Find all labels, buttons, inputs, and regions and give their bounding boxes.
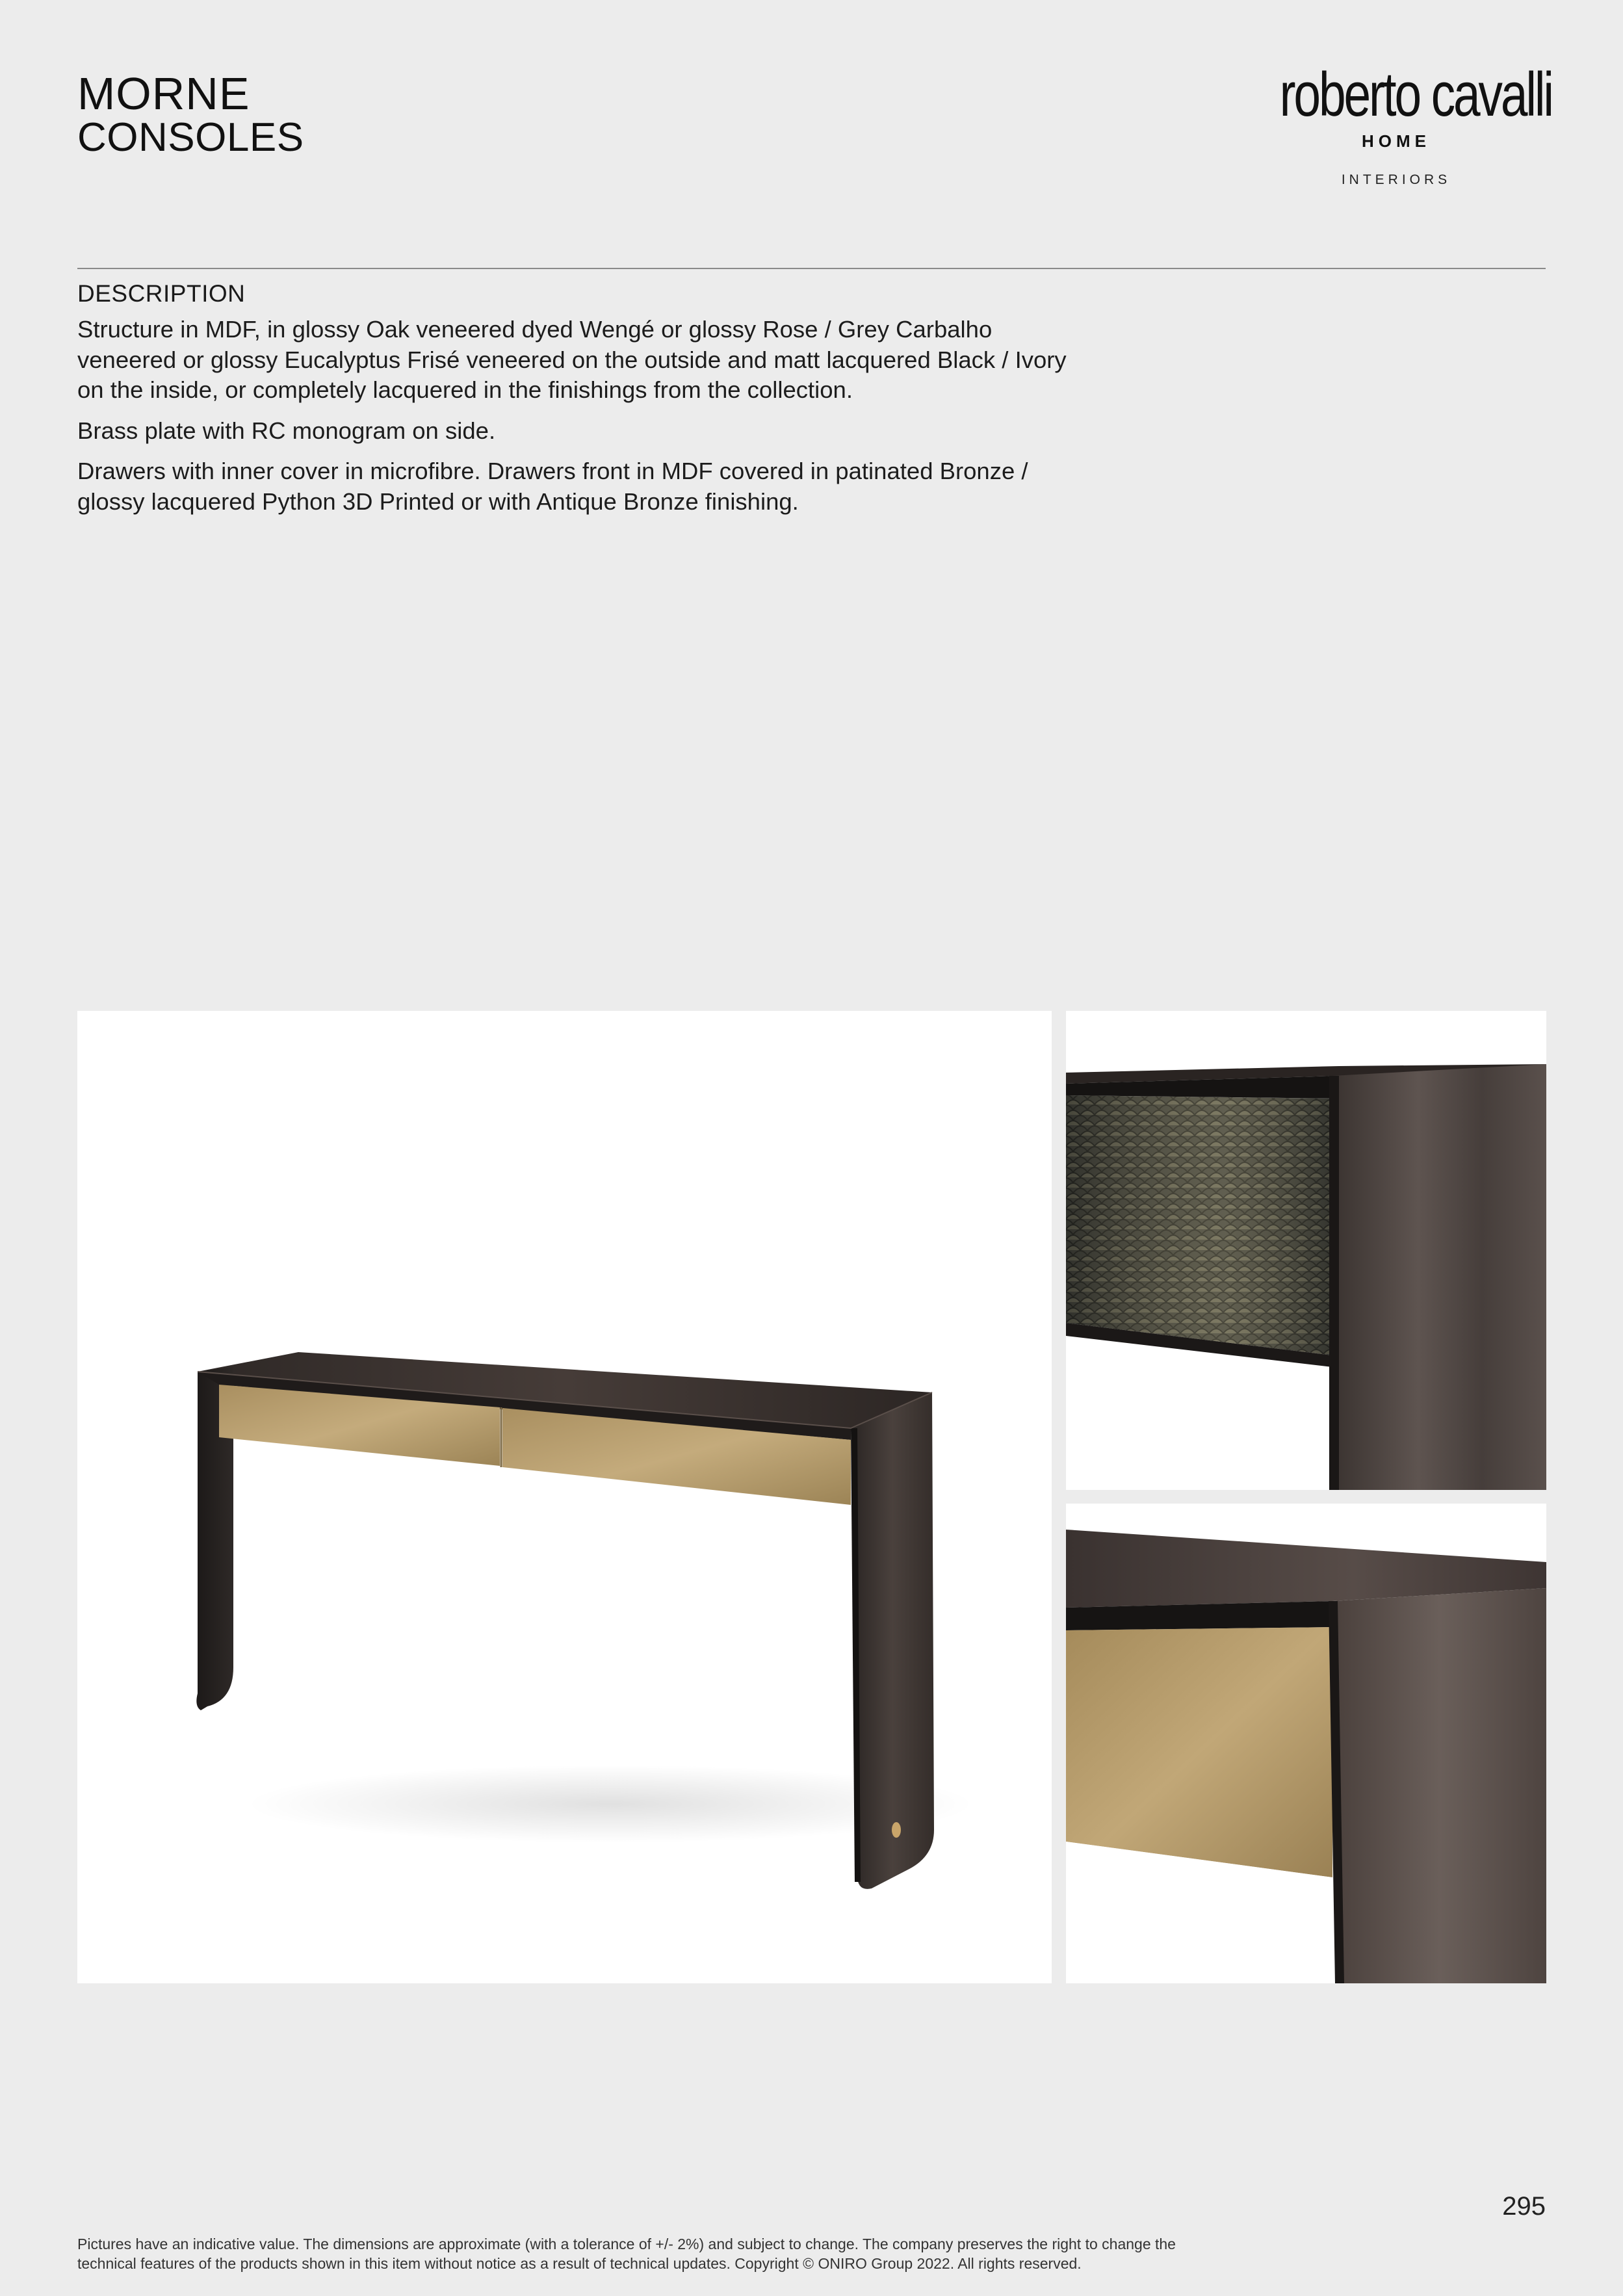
description-heading: DESCRIPTION [77, 280, 246, 307]
header-divider [77, 268, 1546, 269]
page-number: 295 [1502, 2192, 1546, 2221]
page-title: MORNE [77, 68, 250, 119]
product-photo-main [77, 1011, 1052, 1983]
corner-detail-illustration [1066, 1504, 1546, 1983]
footer-line: technical features of the products shown in this item without notice as a result of technical updates. Copyright © ONIRO Group 2022. All rights reserved. [77, 2255, 1082, 2272]
brand-interiors: INTERIORS [1341, 172, 1451, 187]
drawer-detail-illustration [1066, 1011, 1546, 1490]
page-subtitle: CONSOLES [77, 115, 304, 160]
description-paragraph: Structure in MDF, in glossy Oak veneered dyed Wengé or glossy Rose / Grey Carbalho veneered or glossy Eucalyptus Frisé veneered on the outside and matt lacquered Black / Ivory on the inside, or completely lacquered in the finishings from the collection. [77, 316, 1067, 403]
description-paragraph: Drawers with inner cover in microfibre. Drawers front in MDF covered in patinated Bronze / glossy lacquered Python 3D Printed or with Antique Bronze finishing. [77, 458, 1028, 515]
brand-home: HOME [1362, 131, 1431, 151]
console-table-illustration [77, 1011, 1052, 1983]
brand-logo [1247, 60, 1552, 188]
product-photo-detail-drawer [1066, 1011, 1546, 1490]
brand-name: roberto cavalli [1279, 60, 1552, 129]
description-paragraph: Brass plate with RC monogram on side. [77, 417, 496, 444]
description-section [77, 278, 1091, 527]
product-photo-detail-corner [1066, 1504, 1546, 1983]
footer-disclaimer [77, 2234, 1377, 2273]
footer-line: Pictures have an indicative value. The dimensions are approximate (with a tolerance of +/- 2%) and subject to change. The company preserves the right to change the [77, 2236, 1176, 2252]
title-block [77, 70, 304, 159]
